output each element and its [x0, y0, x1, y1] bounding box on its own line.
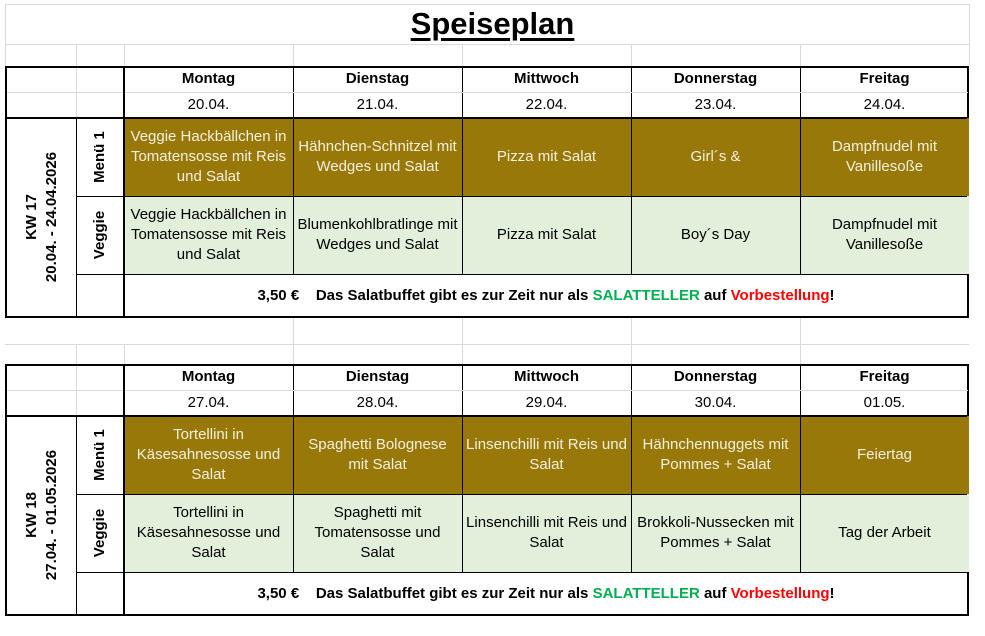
- salad-notice: [125, 275, 967, 316]
- salad-price: 3,50 €: [257, 286, 300, 304]
- page-title: Speiseplan: [410, 6, 575, 41]
- gridline: [293, 44, 294, 66]
- veggie-dish: Tag der Arbeit: [800, 494, 969, 572]
- gridline: [293, 316, 294, 344]
- gridline: [631, 316, 632, 344]
- day-header: Dienstag: [345, 368, 410, 385]
- notice-end: !: [829, 584, 835, 602]
- gridline: [5, 344, 969, 345]
- week-range: 20.04. - 24.04.2026: [43, 151, 60, 283]
- day-date: 20.04.: [187, 96, 230, 113]
- row-label-veggie: Veggie: [91, 508, 108, 558]
- gridline: [462, 344, 463, 364]
- week-range: 27.04. - 01.05.2026: [43, 449, 60, 581]
- gridline: [124, 344, 125, 364]
- day-date: 22.04.: [525, 96, 568, 113]
- notice-highlight-vorbestellung: Vorbestellung: [730, 584, 830, 602]
- gridline: [800, 344, 801, 364]
- gridline: [462, 316, 463, 344]
- week-table: [5, 364, 969, 616]
- salad-price: 3,50 €: [257, 584, 300, 602]
- menu1-dish: Spaghetti Bolognese mit Salat: [293, 416, 462, 494]
- notice-highlight-salatteller: SALATTELLER: [592, 584, 700, 602]
- row-label-menu1: Menü 1: [91, 131, 108, 183]
- gridline: [631, 344, 632, 364]
- row-label-veggie: Veggie: [91, 210, 108, 260]
- notice-text: Das Salatbuffet gibt es zur Zeit nur als: [315, 584, 589, 602]
- day-date: 29.04.: [525, 394, 568, 411]
- gridline: [631, 44, 632, 66]
- gridline: [124, 44, 125, 66]
- gridline: [5, 44, 969, 45]
- day-header: Montag: [181, 368, 236, 385]
- menu1-dish: Girl´s &: [631, 118, 800, 196]
- veggie-dish: Linsenchilli mit Reis und Salat: [462, 494, 631, 572]
- day-header: Mittwoch: [514, 368, 579, 385]
- day-date: 01.05.: [863, 394, 906, 411]
- notice-end: !: [829, 286, 835, 304]
- menu1-dish: Hähnchennuggets mit Pommes + Salat: [631, 416, 800, 494]
- notice-text: Das Salatbuffet gibt es zur Zeit nur als: [315, 286, 589, 304]
- week-label: [22, 117, 62, 317]
- notice-text: auf: [703, 584, 727, 602]
- gridline: [293, 344, 294, 364]
- veggie-dish: Dampfnudel mit Vanillesoße: [800, 196, 969, 274]
- menu1-dish: Linsenchilli mit Reis und Salat: [462, 416, 631, 494]
- veggie-dish: Boy´s Day: [631, 196, 800, 274]
- day-header: Donnerstag: [673, 70, 758, 87]
- day-date: 24.04.: [863, 96, 906, 113]
- menu1-dish: Tortellini in Käsesahnesosse und Salat: [124, 416, 293, 494]
- day-date: 21.04.: [356, 96, 399, 113]
- week-number: KW 18: [23, 492, 40, 538]
- day-header: Mittwoch: [514, 70, 579, 87]
- day-header: Freitag: [859, 70, 910, 87]
- veggie-dish: Blumenkohlbratlinge mit Wedges und Salat: [293, 196, 462, 274]
- day-header: Montag: [181, 70, 236, 87]
- veggie-dish: Pizza mit Salat: [462, 196, 631, 274]
- menu1-dish: Dampfnudel mit Vanillesoße: [800, 118, 969, 196]
- day-date: 27.04.: [187, 394, 230, 411]
- day-header: Donnerstag: [673, 368, 758, 385]
- menu1-dish: Hähnchen-Schnitzel mit Wedges und Salat: [293, 118, 462, 196]
- row-label-menu1: Menü 1: [91, 429, 108, 481]
- week-number: KW 17: [23, 194, 40, 240]
- notice-highlight-vorbestellung: Vorbestellung: [730, 286, 830, 304]
- menu1-dish: Feiertag: [800, 416, 969, 494]
- veggie-dish: Brokkoli-Nussecken mit Pommes + Salat: [631, 494, 800, 572]
- day-header: Dienstag: [345, 70, 410, 87]
- menu1-dish: Pizza mit Salat: [462, 118, 631, 196]
- week-label: [22, 415, 62, 615]
- veggie-dish: Veggie Hackbällchen in Tomatensosse mit Reis und Salat: [124, 196, 293, 274]
- notice-text: auf: [703, 286, 727, 304]
- day-date: 30.04.: [694, 394, 737, 411]
- salad-notice: [125, 573, 967, 614]
- day-header: Freitag: [859, 368, 910, 385]
- veggie-dish: Tortellini in Käsesahnesosse und Salat: [124, 494, 293, 572]
- gridline: [800, 44, 801, 66]
- gridline: [76, 44, 77, 66]
- gridline: [800, 316, 801, 344]
- gridline: [76, 344, 77, 364]
- menu1-dish: Veggie Hackbällchen in Tomatensosse mit Reis und Salat: [124, 118, 293, 196]
- week-table: [5, 66, 969, 318]
- notice-highlight-salatteller: SALATTELLER: [592, 286, 700, 304]
- day-date: 28.04.: [356, 394, 399, 411]
- gridline: [5, 4, 969, 5]
- day-date: 23.04.: [694, 96, 737, 113]
- veggie-dish: Spaghetti mit Tomatensosse und Salat: [293, 494, 462, 572]
- gridline: [462, 44, 463, 66]
